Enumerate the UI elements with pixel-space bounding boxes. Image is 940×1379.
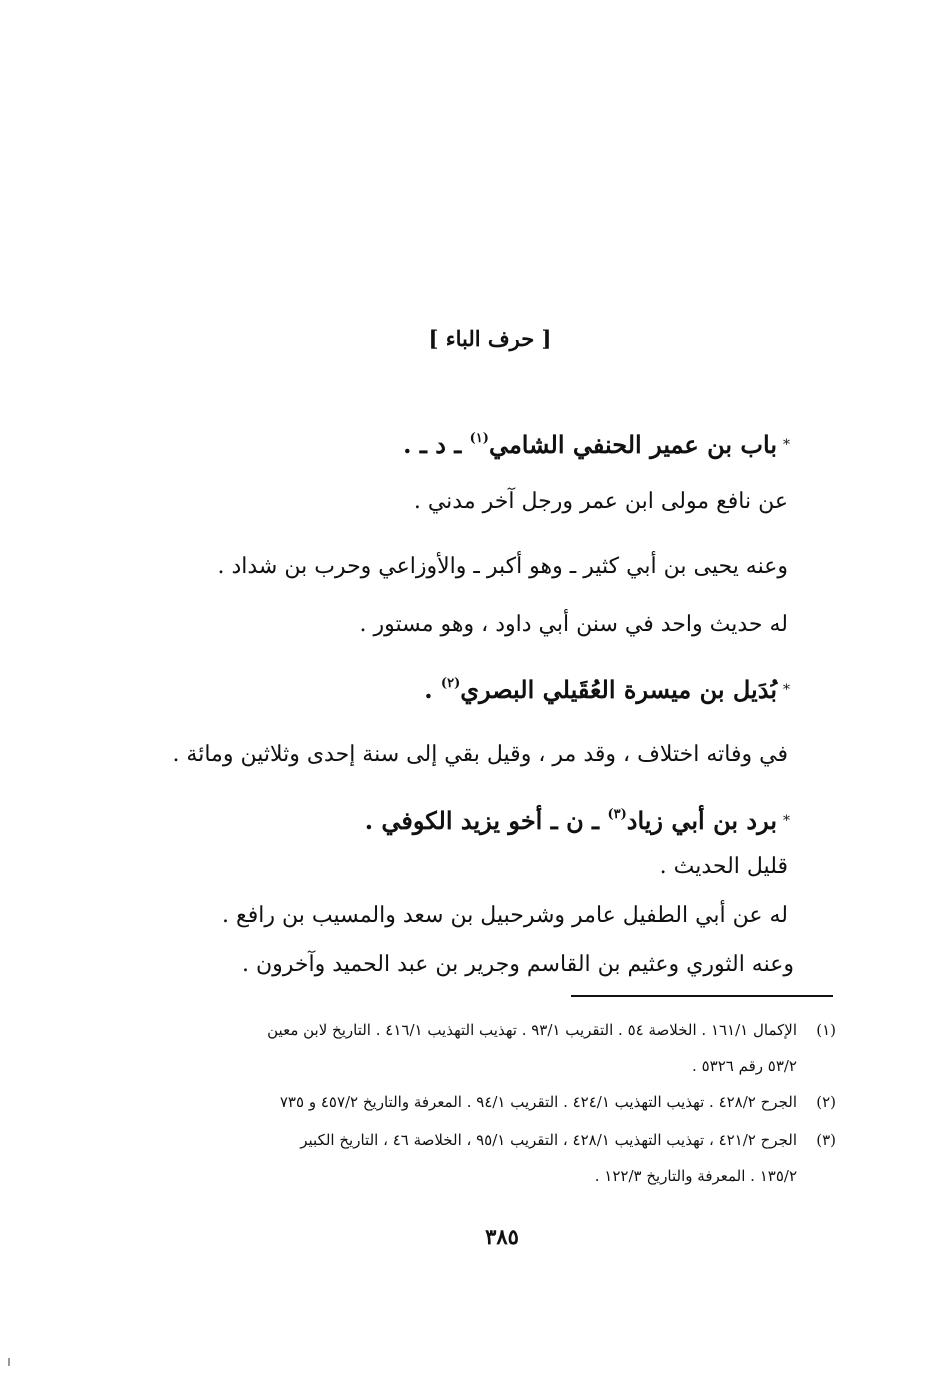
footnote-text: الإكمال ١٦١/١ . الخلاصة ٥٤ . التقريب ٩٣/١ . تهذيب التهذيب ٤١٦/١ . التاريخ لابن معين — [267, 1021, 797, 1039]
body-line: وعنه يحيى بن أبي كثير ـ وهو أكبر ـ والأوزاعي وحرب بن شداد . — [217, 554, 788, 579]
footnote-ref: (٢) — [440, 676, 461, 691]
footnote-separator — [571, 995, 833, 997]
footnote-text: الجرح ٤٢١/٢ ، تهذيب التهذيب ٤٢٨/١ ، التقريب ٩٥/١ ، الخلاصة ٤٦ ، التاريخ الكبير — [300, 1131, 797, 1149]
entry-heading — [424, 677, 790, 702]
entry-heading — [365, 808, 790, 833]
body-line: قليل الحديث . — [659, 854, 788, 879]
footnote-number: (٢) — [816, 1093, 836, 1111]
entry-star-marker: * — [783, 437, 790, 453]
chapter-heading: [ حرف الباء ] — [428, 326, 552, 351]
page-number: ٣٨٥ — [485, 1224, 519, 1249]
footnote-text-continued: ٥٣/٢ رقم ٥٣٢٦ . — [692, 1057, 797, 1075]
footnote-number: (١) — [816, 1021, 836, 1039]
body-line: له حديث واحد في سنن أبي داود ، وهو مستور . — [359, 612, 788, 637]
entry-star-marker: * — [783, 813, 790, 829]
entry-name: بُدَيل بن ميسرة العُقَيلي البصري — [460, 675, 777, 704]
footnote-text: الجرح ٤٢٨/٢ . تهذيب التهذيب ٤٢٤/١ . التقريب ٩٤/١ . المعرفة والتاريخ ٤٥٧/٢ و ٧٣٥ — [279, 1093, 797, 1111]
footnote-text-continued: ١٣٥/٢ . المعرفة والتاريخ ١٢٢/٣ . — [594, 1167, 797, 1185]
footnote-ref: (١) — [469, 431, 489, 446]
entry-heading — [403, 432, 790, 457]
body-line: وعنه الثوري وعثيم بن القاسم وجرير بن عبد الحميد وآخرون . — [241, 952, 794, 977]
body-line: له عن أبي الطفيل عامر وشرحبيل بن سعد والمسيب بن رافع . — [222, 903, 788, 928]
entry-name: برد بن أبي زياد — [626, 806, 777, 835]
footnote-number: (٣) — [816, 1131, 836, 1149]
entry-suffix: ـ د ـ . — [403, 430, 462, 459]
entry-suffix: . — [424, 675, 433, 704]
entry-name: باب بن عمير الحنفي الشامي — [488, 430, 777, 459]
footnote-ref: (٣) — [607, 807, 627, 822]
entry-star-marker: * — [783, 682, 790, 698]
body-line: في وفاته اختلاف ، وقد مر ، وقيل بقي إلى سنة إحدى وثلاثين ومائة . — [172, 742, 788, 767]
scan-margin-mark — [8, 1358, 10, 1366]
body-line: عن نافع مولى ابن عمر ورجل آخر مدني . — [413, 489, 788, 514]
entry-suffix: ـ ن ـ أخو يزيد الكوفي . — [364, 806, 600, 835]
